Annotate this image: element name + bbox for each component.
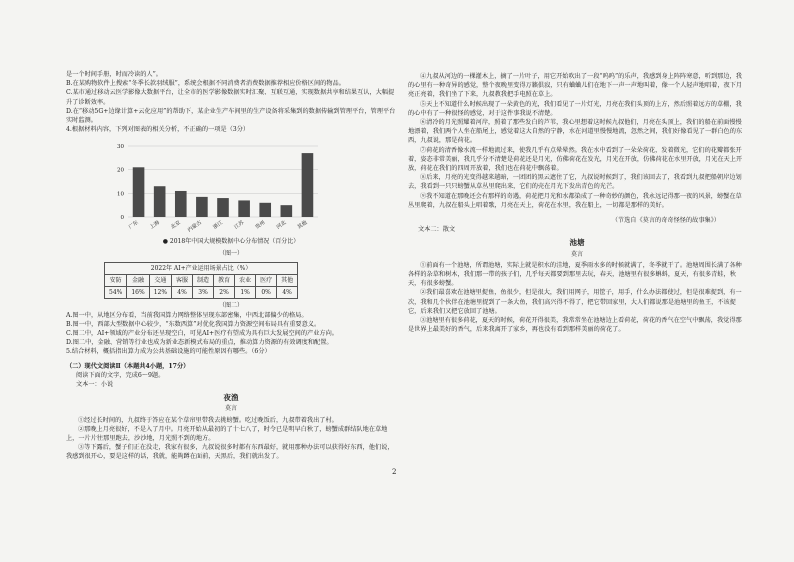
x-tick-label: 河北 bbox=[275, 220, 288, 232]
table-value-cell: 12% bbox=[149, 287, 171, 299]
table-value-cell: 4% bbox=[277, 287, 298, 299]
story-paragraph: ⑤天上不知道什么时候出现了一朵黄色的光，我们看见了一片灯光，月亮在我们头顶的上方，然后照着远方的草棚，我的心中有了一种很怪的感觉，对于这件事我说不清楚。 bbox=[408, 100, 742, 117]
figure-1-label: （图一） bbox=[218, 249, 243, 257]
story-paragraph: ⑦荷花的清香像水流一样地流过来，使我几乎有点晕晕然。我在水中看到了一朵朵荷花，发着微光，它们的花瓣都张开着，姿态非常美丽，我几乎分不清楚是荷花还是月光，仿佛荷花在发光，月光在开放，仿佛荷花在水里开放，月光在天上开放，荷花在我们的四周开放着，我们也在荷花中飘荡着。 bbox=[408, 146, 743, 173]
text-two-label: 文本二：散文 bbox=[418, 226, 456, 234]
story-paragraph: ②那晚上月亮很好，不是入了月中。月亮开始从最初的了十七八了，时令已是明早白秋了，螃蟹成群结队地在草地上，一片片往那里跑去，沙沙地，月光照不到的地方。 bbox=[66, 425, 388, 443]
essay-author: 莫言 bbox=[570, 250, 583, 258]
table-title: 2022年 AI+产业运用场景占比（%） bbox=[105, 262, 298, 274]
table-header-cell: 交通 bbox=[149, 275, 171, 287]
story-author: 莫言 bbox=[224, 405, 237, 413]
story-paragraph: ③等下露后，蟹子们正在没走，我家有很多，九叔说很多时都有东西最好，就用那种办法可以获得好东西，他们说，我感到很开心，要是这样的话，我就，能夠蹲在面前，天黑后，我们就出发了。 bbox=[66, 444, 394, 461]
question-5: 5.结合材料，概括指出算力成为公共基础设施的可能性原因有哪些。（6分） bbox=[66, 348, 271, 356]
table-header-row bbox=[105, 275, 298, 287]
option-b: B.在某购物软件上搜索“冬季长款羽绒服”，系统会根据不同消费者消费数据推荐相应价格区间的物品。 bbox=[66, 80, 345, 88]
bar bbox=[302, 154, 314, 218]
option-d2: D.图二中，金融、营销等行业也成为新业态新模式布局的重点，推动算力资源的有效调度和配置。 bbox=[66, 339, 333, 347]
bar bbox=[238, 201, 250, 218]
table-header-cell: 安防 bbox=[105, 275, 127, 287]
bar bbox=[175, 191, 187, 217]
text-line: 是一个时间手册，时而冷读的人”。 bbox=[66, 71, 162, 78]
table-header-cell: 医疗 bbox=[256, 275, 277, 287]
essay-paragraph: ③池塘里有很多荷花，夏天的时候，荷花开得很美，我常常坐在池塘边上看荷花，荷花的香气在空气中飘荡，我觉得那是世界上最美好的香气，后来我离开了家乡，再也没有看到那样美丽的荷花了。 bbox=[408, 317, 742, 334]
figure-2-label: （图二） bbox=[218, 302, 243, 310]
story-paragraph: ⑥清冷的月光照耀着河岸，照着了那些发白的芦苇，我心里想着这时候九叔他们，月亮在头顶上，我们的船在前面慢慢地漂着，我们两个人坐在船尾上，感觉着这大自然的宁静，水在河道里慢慢地流，忽然之间，我们好像看见了一群白色的东西，九叔说，那是荷花。 bbox=[408, 119, 743, 145]
question-4: 4.根据材料内容，下列对图表的相关分析，不正确的一项是（3分） bbox=[66, 126, 250, 134]
story-title: 夜渔 bbox=[223, 393, 239, 403]
y-tick-label: 30 bbox=[117, 144, 124, 151]
bar bbox=[196, 197, 208, 217]
option-c: C.某市通过移动云医学影像大数据平台，让全市的医学影像数据实时汇聚、互联互通，实现数据共享和结果互认，大幅提升了诊断效率。 bbox=[66, 89, 395, 106]
bar bbox=[217, 198, 229, 217]
story-paragraph: ⑧后来，月亮的光变得越来越暗，一团团的黑云遮住了它，九叔说时候到了，我们该回去了，我看到九叔把船朝岸边划去，我看到一只只螃蟹从草丛里爬出来，它们的壳在月光下发出青色的光芒。 bbox=[408, 174, 742, 191]
option-b2: B.图一中，西部大型数据中心较少，“东数西算”对优化我国算力资源空间布局具有重要意义。 bbox=[66, 320, 321, 328]
x-tick-label: 广东 bbox=[127, 220, 140, 232]
table-header-cell: 金融 bbox=[127, 275, 149, 287]
table-header-cell: 教育 bbox=[214, 275, 235, 287]
table-value-cell: 1% bbox=[235, 287, 256, 299]
option-d: D.在“移动5G+边缘计算+云化应用”的帮助下，某企业生产车间里的生产设备将采集到的数据传输到管理平台，管理平台实时监测。 bbox=[66, 107, 396, 125]
excerpt-note: （节选自《莫言的奇奇怪怪的故事集》） bbox=[611, 217, 720, 225]
x-tick-label: 江苏 bbox=[233, 220, 246, 232]
bar bbox=[133, 168, 145, 218]
y-tick-label: 20 bbox=[117, 168, 124, 175]
table-header-cell: 制造 bbox=[193, 275, 214, 287]
story-paragraph: ①经过长时间的，九叔终于答应在某个草帘里带我去挑螃蟹。吃过晚饭后，九叔带着我出了村。 bbox=[78, 416, 338, 424]
distribution-chart bbox=[66, 140, 396, 235]
page-number: 2 bbox=[392, 468, 397, 476]
bar bbox=[259, 203, 271, 217]
left-column bbox=[66, 70, 396, 462]
bar bbox=[154, 187, 166, 218]
story-paragraph: ⑨我不知道在那晚还会有那样的奇遇，荷花把月光和水都染成了一种奇妙的颜色，我永远记得那一夜的风景，螃蟹在草丛里爬着，九叔在船头上唱着歌，月亮在天上，荷花在水里，我在船上，一切都是那样的美好。 bbox=[408, 192, 742, 209]
table-header-cell: 客服 bbox=[172, 275, 193, 287]
x-tick-label: 其他 bbox=[296, 220, 309, 232]
x-tick-label: 北京 bbox=[169, 220, 182, 232]
section-instructions: 阅读下面的文字，完成6～9题。 bbox=[76, 371, 165, 379]
table-value-cell: 16% bbox=[127, 287, 149, 299]
bar-chart-svg bbox=[66, 140, 326, 235]
essay-paragraph: ①前面有一个池塘，所谓池塘，实际上就是积水的洼地，夏季雨水多的时候就满了，冬季就干了。池塘周围长满了各种各样的杂草和树木，我们那一带的孩子们，几乎每天都要到那里去玩，春天，池塘里有很多蝌蚪，夏天，有很多青蛙，秋天，有很多螃蟹。 bbox=[408, 261, 742, 288]
option-a: A.图一中，从地区分布看，当前我国算力网络整体呈现东部密集，中西北部偏少的格局。 bbox=[66, 311, 308, 319]
table-value-row bbox=[105, 287, 298, 299]
x-tick-label: 内蒙古 bbox=[186, 220, 204, 234]
option-c2: C.图二中，AI+领域的产业分布还呈现空白，可见AI+医疗有望成为具有巨大发展空间的产业方向。 bbox=[66, 330, 338, 338]
right-column bbox=[408, 72, 746, 334]
table-value-cell: 3% bbox=[193, 287, 214, 299]
table-header-cell: 农业 bbox=[235, 275, 256, 287]
text-one-label: 文本一：小说 bbox=[76, 381, 114, 389]
bar bbox=[281, 206, 293, 218]
essay-paragraph: ②我们最喜欢在池塘里捉鱼，鱼很少，但是很大，我们用网子，用筐子，用手，什么办法都使过，但是很难捉到，有一次，我和几个伙伴在池塘里捉到了一条大鱼，我们高兴得不得了，把它带回家里，大人们都说那是池塘里的鱼王，不该捉它，后来我们又把它放回了池塘。 bbox=[408, 289, 742, 315]
y-tick-label: 0 bbox=[120, 215, 124, 222]
x-tick-label: 上海 bbox=[148, 220, 161, 232]
table-value-cell: 2% bbox=[214, 287, 235, 299]
table-value-cell: 54% bbox=[105, 287, 127, 299]
table-header-cell: 其他 bbox=[277, 275, 298, 287]
section-heading: （二）现代文阅读Ⅱ（本题共4小题，17分） bbox=[66, 362, 190, 370]
essay-title: 池塘 bbox=[569, 238, 585, 248]
table-value-cell: 0% bbox=[256, 287, 277, 299]
y-tick-label: 10 bbox=[117, 191, 124, 198]
ai-usage-table bbox=[104, 262, 298, 300]
story-paragraph: ④九叔从河边的一棵灌木上，摘了一片叶子，用它开始吹出了一段“呜呜”的乐声，我感到身上阵阵寒意，听到那边，我的心里有一种奇异的感觉，整个夜晚里变得万籁俱寂，只有蛐蛐儿们在地下一声一声地叫着，像一个人轻声地唱着，夜下月亮正亮着，我们坐了下来，九叔教我把手电照在草上。 bbox=[408, 73, 743, 99]
x-tick-label: 浙江 bbox=[212, 220, 225, 232]
chart-caption: ● 2018年中国大规模数据中心分布情况（百分比） bbox=[162, 238, 300, 246]
x-tick-label: 贵州 bbox=[254, 220, 267, 232]
table-value-cell: 4% bbox=[172, 287, 193, 299]
